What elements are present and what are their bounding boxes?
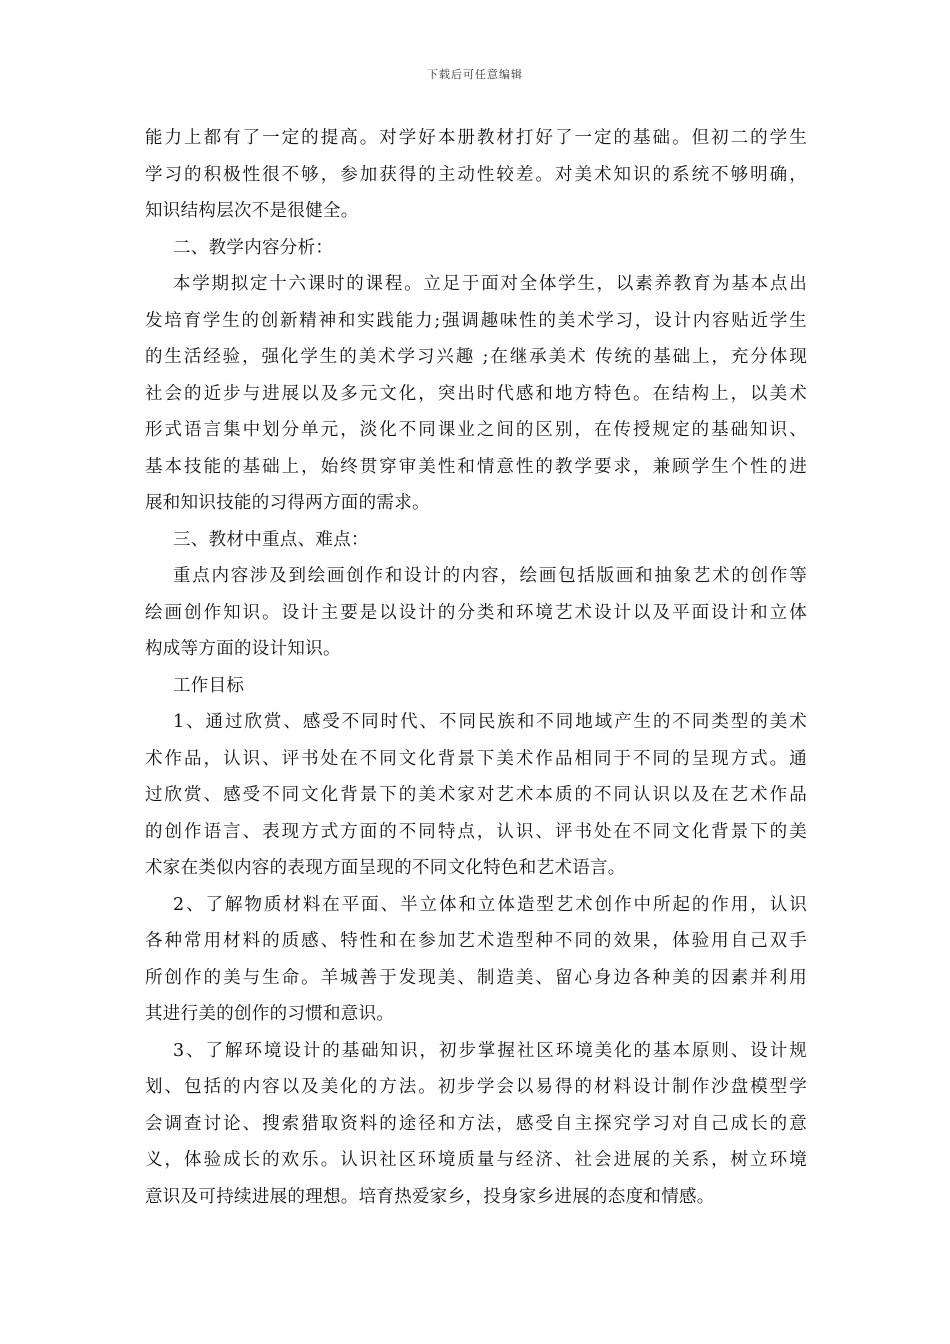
text-line: 社会的近步与进展以及多元文化，突出时代感和地方特色。在结构上，以美术 bbox=[145, 383, 807, 404]
text-line: 绘画创作知识。设计主要是以设计的分类和环境艺术设计以及平面设计和立体 bbox=[145, 602, 807, 623]
text-line: 本学期拟定十六课时的课程。立足于面对全体学生，以素养教育为基本点出 bbox=[173, 274, 807, 294]
text-line: 的生活经验，强化学生的美术学习兴趣 ;在继承美术 传统的基础上，充分体现 bbox=[145, 347, 807, 367]
text-line: 展和知识技能的习得两方面的需求。 bbox=[145, 493, 430, 513]
text-line: 能力上都有了一定的提高。对学好本册教材打好了一定的基础。但初二的学生 bbox=[145, 128, 807, 148]
text-line: 2、了解物质材料在平面、半立体和立体造型艺术创作中所起的作用，认识 bbox=[173, 894, 807, 915]
text-line: 知识结构层次不是很健全。 bbox=[145, 201, 359, 221]
text-line: 会调查讨论、搜索猎取资料的途径和方法，感受自主探究学习对自己成长的意 bbox=[145, 1113, 807, 1134]
text-line: 基本技能的基础上，始终贯穿审美性和情意性的教学要求，兼顾学生个性的进 bbox=[145, 456, 807, 477]
text-line: 形式语言集中划分单元，淡化不同课业之间的区别，在传授规定的基础知识、 bbox=[145, 420, 807, 440]
text-line: 学习的积极性很不够，参加获得的主动性较差。对美术知识的系统不够明确， bbox=[145, 164, 807, 185]
text-line: 各种常用材料的质感、特性和在参加艺术造型种不同的效果，体验用自己双手 bbox=[145, 931, 807, 951]
text-line: 二、教学内容分析： bbox=[173, 237, 334, 258]
page-header: 下载后可任意编辑 bbox=[427, 68, 523, 81]
text-line: 所创作的美与生命。羊城善于发现美、制造美、留心身边各种美的因素并利用 bbox=[145, 967, 807, 988]
text-line: 过欣赏、感受不同文化背景下的美术家对艺术本质的不同认识以及在艺术作品 bbox=[145, 785, 807, 805]
text-line: 工作目标 bbox=[173, 675, 245, 696]
text-line: 义，体验成长的欢乐。认识社区环境质量与经济、社会进展的关系，树立环境 bbox=[145, 1150, 807, 1170]
document-body bbox=[145, 120, 807, 1215]
text-line: 重点内容涉及到绘画创作和设计的内容，绘画包括版画和抽象艺术的创作等 bbox=[173, 566, 807, 586]
text-line: 术家在类似内容的表现方面呈现的不同文化特色和艺术语言。 bbox=[145, 858, 626, 878]
text-line: 划、包括的内容以及美化的方法。初步学会以易得的材料设计制作沙盘模型学 bbox=[145, 1077, 807, 1097]
text-line: 术作品，认识、评书处在不同文化背景下美术作品相同于不同的呈现方式。通 bbox=[145, 748, 807, 769]
text-line: 构成等方面的设计知识。 bbox=[145, 639, 341, 659]
text-line: 的创作语言、表现方式方面的不同特点，认识、评书处在不同文化背景下的美 bbox=[145, 821, 807, 842]
text-line: 意识及可持续进展的理想。培育热爱家乡，投身家乡进展的态度和情感。 bbox=[145, 1186, 715, 1207]
text-line: 三、教材中重点、难点： bbox=[173, 529, 369, 550]
text-line: 3、了解环境设计的基础知识，初步掌握社区环境美化的基本原则、设计规 bbox=[173, 1040, 807, 1061]
text-line: 发培育学生的创新精神和实践能力;强调趣味性的美术学习，设计内容贴近学生 bbox=[145, 310, 807, 331]
text-line: 其进行美的创作的习惯和意识。 bbox=[145, 1004, 395, 1024]
text-line: 1、通过欣赏、感受不同时代、不同民族和不同地域产生的不同类型的美术 bbox=[173, 712, 807, 732]
